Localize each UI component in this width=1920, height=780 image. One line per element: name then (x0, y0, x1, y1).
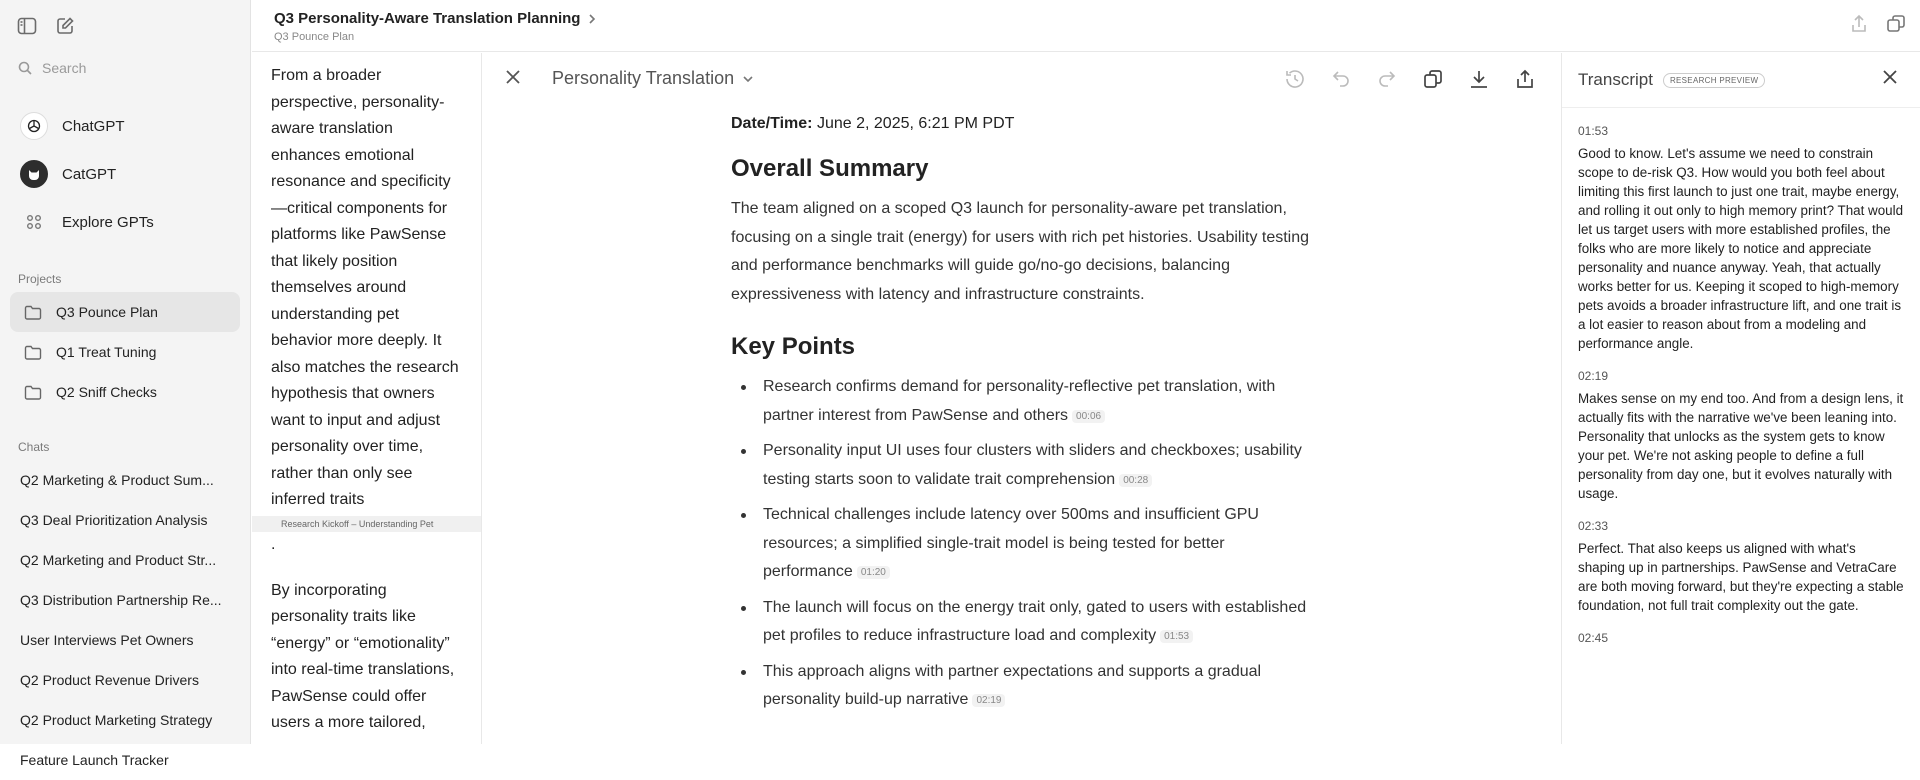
gpt-item-catgpt[interactable] (0, 150, 250, 198)
folder-icon (24, 345, 42, 360)
transcript-header (1562, 53, 1920, 108)
close-transcript-icon[interactable] (1882, 69, 1898, 85)
summary-heading: Overall Summary (731, 155, 929, 182)
key-point-text: Personality input UI uses four clusters with sliders and checkboxes; usability testing starts soon to validate trait comprehension (763, 442, 1302, 488)
timestamp-chip[interactable]: 00:06 (1072, 410, 1105, 423)
transcript-text: Good to know. Let's assume we need to constrain scope to de-risk Q3. How would you both feel about limiting this first launch to just one trait, maybe energy, and rolling it out only to high memory print? That would let us target users with more established profiles, the folks who are more likely to notice and appreciate personality and nuance anyway. Yeah, that actually works better for us. Keeping it scoped to high-memory pets avoids a broader infrastructure lift, and one trait is a lot easier to reason about from a modeling and performance angle. (1578, 146, 1904, 351)
key-point-text: Technical challenges include latency over 500ms and insufficient GPU resources; a simplified single-trait model is being tested for better performance (763, 506, 1259, 580)
key-points-list (731, 373, 1311, 716)
canvas-document[interactable] (731, 115, 1311, 722)
history-icon[interactable] (1283, 67, 1307, 91)
chat-item[interactable]: Q3 Distribution Partnership Re... (20, 592, 222, 608)
date-label: Date/Time: (731, 115, 813, 132)
chevron-right-icon (588, 13, 596, 25)
research-preview-badge: RESEARCH PREVIEW (1663, 73, 1765, 88)
projects-list (0, 292, 250, 412)
close-canvas-icon[interactable] (505, 69, 521, 85)
gpt-item-label: CatGPT (62, 165, 117, 183)
gpt-item-label: ChatGPT (62, 117, 125, 135)
key-point-text: Research confirms demand for personality-reflective pet translation, with partner interest from PawSense and others (763, 378, 1276, 424)
gpt-list (0, 102, 250, 246)
project-item-label: Q1 Treat Tuning (56, 344, 157, 360)
chat-item[interactable]: Q3 Deal Prioritization Analysis (20, 512, 208, 528)
canvas-toolbar (1283, 67, 1537, 91)
new-chat-icon[interactable] (54, 15, 76, 37)
project-item-q1-treat-tuning[interactable] (10, 332, 240, 372)
key-point-text: This approach aligns with partner expectations and supports a gradual personality build-up narrative (763, 662, 1262, 708)
conversation-title-button[interactable] (274, 10, 596, 27)
key-point-text: The launch will focus on the energy trait only, gated to users with established pet profiles to reduce infrastructure load and complexity (763, 598, 1307, 644)
assistant-message-paragraph: By incorporating personality traits like “energy” or “emotionality” into real-time translations, PawSense could offer users a more tailored, (271, 581, 455, 731)
transcript-panel (1561, 53, 1920, 744)
chats-list (0, 460, 250, 780)
canvas-title-dropdown[interactable] (552, 68, 754, 89)
share-icon[interactable] (1850, 14, 1868, 34)
sentence-period: . (271, 535, 276, 553)
projects-heading: Projects (18, 272, 62, 286)
key-point-item (731, 373, 1311, 431)
search-icon (18, 61, 32, 75)
transcript-timestamp[interactable]: 01:53 (1578, 124, 1609, 138)
citation-chip[interactable]: Research Kickoff – Understanding Pet (252, 516, 481, 532)
key-point-item (731, 594, 1311, 652)
key-points-heading: Key Points (731, 333, 856, 360)
assistant-message-paragraph: From a broader perspective, personality-aware translation enhances emotional resonance and specificity—critical components for platforms like PawSense that likely position themselves around understanding pet behavior more deeply. It also matches the research hypothesis that owners want to input and adjust personality over time, rather than only see inferred traits (271, 67, 459, 508)
project-item-label: Q3 Pounce Plan (56, 304, 158, 320)
search-placeholder: Search (42, 60, 87, 76)
transcript-timestamp[interactable]: 02:45 (1578, 631, 1609, 645)
date-value: June 2, 2025, 6:21 PM PDT (816, 115, 1015, 132)
copy-icon[interactable] (1421, 67, 1445, 91)
conversation-title: Q3 Personality-Aware Translation Planning (274, 10, 581, 27)
gpt-item-explore[interactable] (0, 198, 250, 246)
sidebar (0, 0, 251, 768)
chat-item[interactable]: Q2 Marketing & Product Sum... (20, 472, 214, 488)
transcript-timestamp[interactable]: 02:19 (1578, 369, 1609, 383)
chat-item[interactable]: Q2 Product Revenue Drivers (20, 672, 199, 688)
gpt-item-chatgpt[interactable] (0, 102, 250, 150)
timestamp-chip[interactable]: 01:20 (857, 566, 890, 579)
transcript-entry (1578, 631, 1904, 645)
cat-avatar-icon (20, 160, 48, 188)
chat-item[interactable]: Feature Launch Tracker (20, 752, 169, 768)
transcript-entry (1578, 124, 1904, 353)
project-item-q2-sniff-checks[interactable] (10, 372, 240, 412)
gpt-item-label: Explore GPTs (62, 213, 154, 231)
project-item-q3-pounce-plan[interactable] (10, 292, 240, 332)
key-point-item (731, 437, 1311, 495)
date-time-line (731, 115, 1311, 133)
transcript-entry (1578, 369, 1904, 503)
transcript-text: Perfect. That also keeps us aligned with what's shaping up in partnerships. PawSense and VetraCare are both moving forward, but they're expecting a stable foundation, not full trait complexity out the gate. (1578, 541, 1904, 613)
chat-column (252, 53, 482, 744)
chevron-down-icon (742, 75, 754, 83)
download-icon[interactable] (1467, 67, 1491, 91)
canvas-panel (483, 53, 1560, 744)
transcript-text: Makes sense on my end too. And from a design lens, it actually fits with the narrative we've been leaning into. Personality that unlocks as the system gets to know your pet. We're not asking people to define a full personality from day one, but it evolves naturally with usage. (1578, 391, 1904, 501)
chat-item[interactable]: Q2 Marketing and Product Str... (20, 552, 217, 568)
key-point-item (731, 658, 1311, 716)
timestamp-chip[interactable]: 01:53 (1160, 630, 1193, 643)
transcript-title: Transcript (1578, 70, 1653, 89)
transcript-entry (1578, 519, 1904, 615)
folder-icon (24, 305, 42, 320)
timestamp-chip[interactable]: 00:28 (1119, 474, 1152, 487)
chat-item[interactable]: User Interviews Pet Owners (20, 632, 194, 648)
project-breadcrumb[interactable]: Q3 Pounce Plan (274, 31, 355, 43)
chat-item[interactable]: Q2 Product Marketing Strategy (20, 712, 213, 728)
toggle-sidebar-icon[interactable] (16, 15, 38, 37)
key-point-item (731, 501, 1311, 588)
share-icon[interactable] (1513, 67, 1537, 91)
sidebar-toolbar (0, 0, 250, 52)
redo-icon[interactable] (1375, 67, 1399, 91)
header-actions (1850, 14, 1906, 34)
canvas-title: Personality Translation (552, 68, 735, 88)
transcript-timestamp[interactable]: 02:33 (1578, 519, 1609, 533)
grid-icon (20, 208, 48, 236)
new-window-icon[interactable] (1886, 14, 1906, 34)
undo-icon[interactable] (1329, 67, 1353, 91)
project-item-label: Q2 Sniff Checks (56, 384, 157, 400)
timestamp-chip[interactable]: 02:19 (972, 694, 1005, 707)
transcript-body[interactable] (1562, 108, 1920, 645)
folder-icon (24, 385, 42, 400)
chats-heading: Chats (18, 440, 50, 454)
chatgpt-logo-icon (20, 112, 48, 140)
summary-paragraph: The team aligned on a scoped Q3 launch for personality-aware pet translation, focusing on a single trait (energy) for users with rich pet histories. Usability testing and performance benchmarks will guide go/no-go decisions, balancing expressiveness with latency and infrastructure constraints. (731, 200, 1310, 303)
search-box[interactable] (0, 52, 250, 84)
header (252, 0, 1920, 52)
